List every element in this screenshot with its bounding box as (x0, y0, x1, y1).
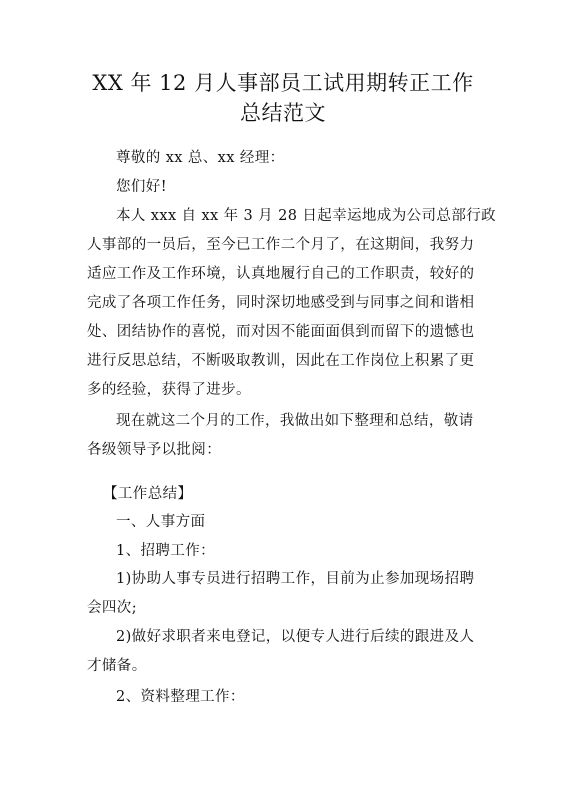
salutation: 尊敬的 xx 总、xx 经理： (116, 150, 285, 166)
paragraph-1-line-1: 本人 xxx 自 xx 年 3 月 28 日起幸运地成为公司总部行政 (116, 208, 497, 224)
item-1-1-line-1: 1)协助人事专员进行招聘工作，目前为止参加现场招聘 (116, 571, 475, 587)
paragraph-1-line-3: 适应工作及工作环境，认真地履行自己的工作职责，较好的 (87, 266, 475, 282)
paragraph-1-line-4: 完成了各项工作任务，同时深切地感受到与同事之间和谐相 (87, 295, 475, 311)
paragraph-1-line-7: 多的经验，获得了进步。 (87, 382, 251, 398)
item-1-2-line-1: 2)做好求职者来电登记，以便专人进行后续的跟进及人 (116, 629, 475, 645)
item-1-2-line-2: 才储备。 (87, 658, 147, 674)
paragraph-1-line-5: 处、团结协作的喜悦，而对因不能面面俱到而留下的遗憾也 (87, 324, 475, 340)
subsection-heading: 一、人事方面 (116, 514, 206, 530)
section-heading: 【工作总结】 (103, 486, 193, 502)
paragraph-2-line-1: 现在就这二个月的工作，我做出如下整理和总结，敬请 (116, 413, 474, 429)
document-title-line-2: 总结范文 (240, 101, 326, 125)
item-1-heading: 1、招聘工作： (116, 543, 216, 559)
paragraph-2-line-2: 各级领导予以批阅： (87, 442, 222, 458)
paragraph-1-line-2: 人事部的一员后，至今已工作二个月了，在这期间，我努力 (87, 237, 475, 253)
greeting: 您们好! (116, 179, 167, 195)
item-2-heading: 2、资料整理工作： (116, 689, 245, 705)
document-title-line-1: XX 年 12 月人事部员工试用期转正工作 (92, 71, 474, 95)
item-1-1-line-2: 会四次; (87, 600, 137, 616)
paragraph-1-line-6: 进行反思总结，不断吸取教训，因此在工作岗位上积累了更 (87, 353, 475, 369)
